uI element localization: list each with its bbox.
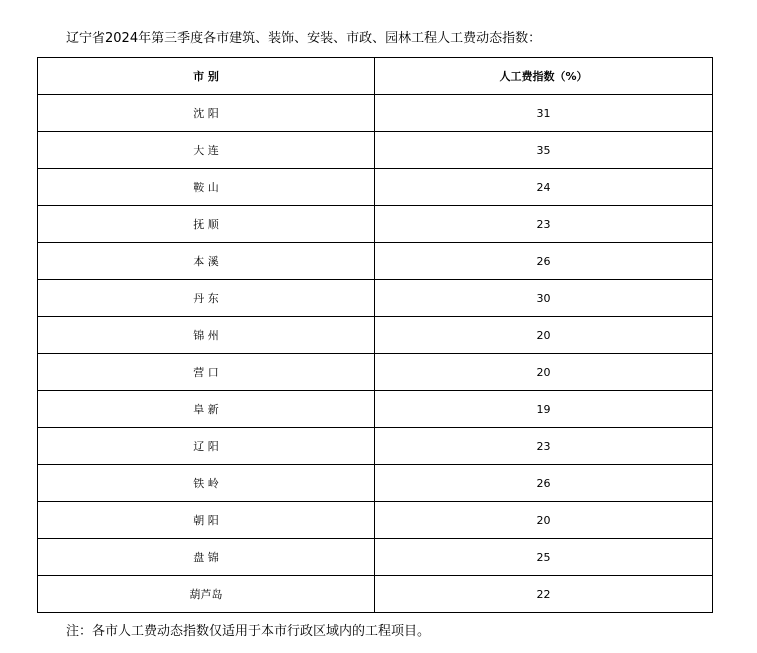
city-cell: 朝 阳 [38, 502, 375, 539]
index-value-cell: 31 [375, 95, 713, 132]
table-row [38, 354, 713, 391]
index-value-cell: 25 [375, 539, 713, 576]
table-row [38, 95, 713, 132]
index-value-cell: 22 [375, 576, 713, 613]
footnote: 注：各市人工费动态指数仅适用于本市行政区域内的工程项目。 [66, 624, 431, 639]
city-cell: 阜 新 [38, 391, 375, 428]
city-cell: 营 口 [38, 354, 375, 391]
city-cell: 大 连 [38, 132, 375, 169]
table-row [38, 280, 713, 317]
index-value-cell: 19 [375, 391, 713, 428]
table-row [38, 243, 713, 280]
table-row [38, 391, 713, 428]
city-cell: 铁 岭 [38, 465, 375, 502]
table-row [38, 206, 713, 243]
city-cell: 沈 阳 [38, 95, 375, 132]
index-column-header: 人工费指数（%） [375, 58, 713, 95]
city-cell: 盘 锦 [38, 539, 375, 576]
city-cell: 鞍 山 [38, 169, 375, 206]
table-row [38, 465, 713, 502]
document-title: 辽宁省2024年第三季度各市建筑、装饰、安装、市政、园林工程人工费动态指数： [66, 31, 542, 46]
table-row [38, 169, 713, 206]
city-cell: 葫芦岛 [38, 576, 375, 613]
index-value-cell: 26 [375, 243, 713, 280]
city-cell: 抚 顺 [38, 206, 375, 243]
index-value-cell: 20 [375, 354, 713, 391]
table-row [38, 576, 713, 613]
city-cell: 辽 阳 [38, 428, 375, 465]
table-row [38, 132, 713, 169]
city-cell: 本 溪 [38, 243, 375, 280]
table-row [38, 317, 713, 354]
city-cell: 锦 州 [38, 317, 375, 354]
city-cell: 丹 东 [38, 280, 375, 317]
index-value-cell: 35 [375, 132, 713, 169]
index-value-cell: 20 [375, 317, 713, 354]
index-value-cell: 30 [375, 280, 713, 317]
table-row [38, 428, 713, 465]
table-row [38, 539, 713, 576]
index-value-cell: 26 [375, 465, 713, 502]
table-body [38, 95, 713, 613]
index-value-cell: 23 [375, 206, 713, 243]
table-header-row [38, 58, 713, 95]
index-value-cell: 23 [375, 428, 713, 465]
table-row [38, 502, 713, 539]
city-column-header: 市 别 [38, 58, 375, 95]
labor-cost-index-table [37, 57, 713, 613]
index-value-cell: 20 [375, 502, 713, 539]
index-value-cell: 24 [375, 169, 713, 206]
